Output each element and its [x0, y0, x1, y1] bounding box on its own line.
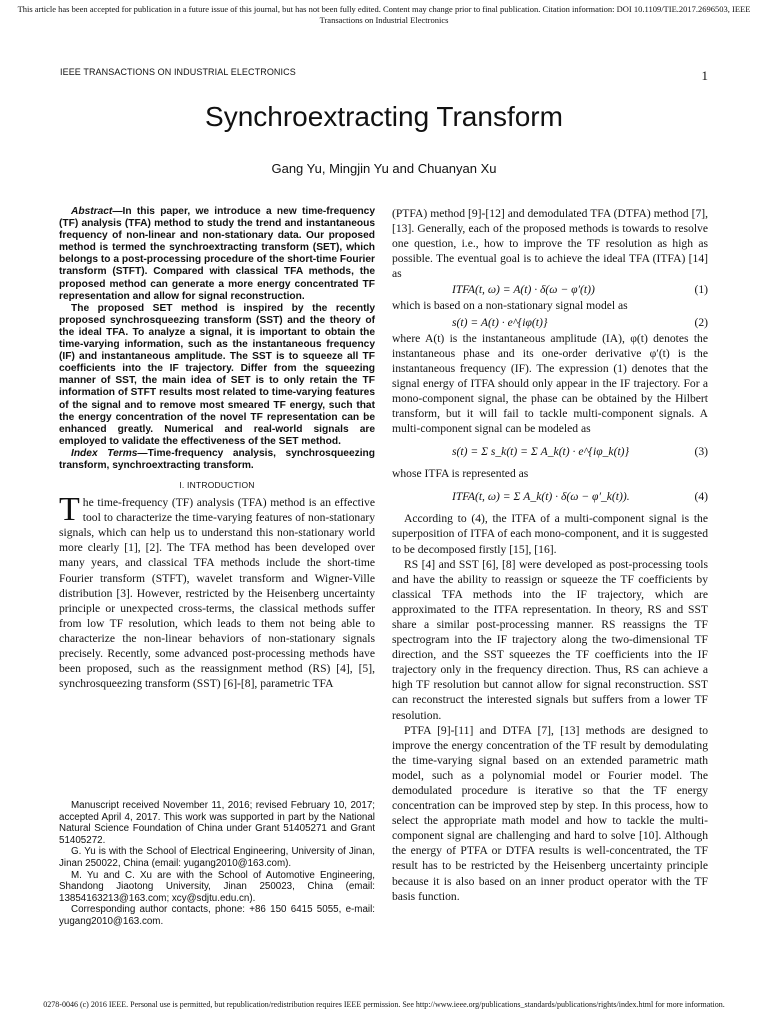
- right-column: [392, 206, 708, 904]
- page-number: 1: [701, 68, 708, 83]
- right-paragraph-6: RS [4] and SST [6], [8] were developed as post-processing tools and have the ability to reassign or squeeze the TF coefficients by classical TFA methods into the IF trajectory, which are approximated to the ITFA representation. In theory, RS and SST share a similar post-processing manner. RS reassigns the TF spectrogram into the IF trajectory along the two-dimensional TF direction, and the SST squeezes the TF coefficients into the IF trajectory only in the frequency direction. Thus, RS can achieve a high TF resolution but cannot allow for signal reconstruction. SST can reconstruct the interested signals but suffers from a lower TF resolution.: [392, 557, 708, 722]
- abstract-text-1: In this paper, we introduce a new time-frequency (TF) analysis (TFA) method to study the trend and instantaneous frequency of non-linear and non-stationary data. Our proposed method is termed the synchroextracting transform (SET), which belongs to a post-processing procedure of the short-time Fourier transform (STFT). Compared with classical TFA methods, the proposed method can generate a more energy concentrated TF representation and allow for signal reconstruction.: [59, 206, 375, 302]
- paper-authors: Gang Yu, Mingjin Yu and Chuanyan Xu: [271, 161, 497, 176]
- right-paragraph-4: whose ITFA is represented as: [392, 467, 529, 481]
- footnote-manuscript: Manuscript received November 11, 2016; revised February 10, 2017; accepted April 4, 2017. This work was supported in part by the National Natural Science Foundation of China under Grant 51405271 and Grant 51405272.: [59, 800, 375, 846]
- equation-2-number: (2): [694, 315, 708, 329]
- left-column: [59, 206, 375, 691]
- equation-3-number: (3): [694, 444, 708, 458]
- drop-cap: T: [59, 491, 80, 529]
- paper-title: Synchroextracting Transform: [205, 101, 563, 132]
- journal-header: IEEE TRANSACTIONS ON INDUSTRIAL ELECTRONICS: [60, 67, 296, 77]
- equation-1-body: ITFA(t, ω) = A(t) · δ(ω − φ′(t)): [452, 283, 595, 297]
- index-terms: Index Terms—Time-frequency analysis, synchrosqueezing transform, synchroextracting transform.: [59, 447, 375, 471]
- equation-3-body: s(t) = Σ s_k(t) = Σ A_k(t) · e^{iφ_k(t)}: [452, 444, 630, 458]
- footnote-author-1: G. Yu is with the School of Electrical Engineering, University of Jinan, Jinan 250022, China (email: yugang2010@163.com).: [59, 846, 375, 869]
- footnotes: [59, 800, 375, 928]
- right-paragraph-5: According to (4), the ITFA of a multi-component signal is the superposition of ITFA of each mono-component, and it is suggested to be decomposed firstly [15], [16].: [392, 512, 708, 556]
- publication-banner: This article has been accepted for publication in a future issue of this journal, but has not been fully edited. Content may change prior to final publication. Citation information: DOI 10.1109/TIE.2017.2696503, IEEE Transactions on Industrial Electronics: [17, 4, 751, 25]
- equation-1-number: (1): [694, 283, 708, 297]
- abstract-paragraph-2: The proposed SET method is inspired by the recently proposed synchrosqueezing transform (SST) and the theory of the ideal TFA. To analyze a signal, it is important to obtain the time-varying information, such as the instantaneous frequency (IF) and instantaneous amplitude. The SST is to squeeze all TF coefficients into the IF trajectory. Differ from the squeezing manner of SST, the main idea of SET is to only retain the TF information of STFT results most related to time-varying features of the signal and to remove most smeared TF energy, such that the energy concentration of the novel TF representation can be enhanced greatly. Numerical and real-world signals are employed to validate the effectiveness of the SET method.: [59, 302, 375, 447]
- abstract-label: Abstract: [71, 206, 113, 217]
- equation-4: [392, 481, 708, 511]
- right-paragraph-1: (PTFA) method [9]-[12] and demodulated TFA (DTFA) method [7], [13]. Generally, each of the proposed methods is towards to resolve one question, i.e., how to improve the TF resolution as high as possible. The eventual goal is to achieve the ideal TFA (ITFA) [14] as: [392, 207, 708, 281]
- equation-4-body: ITFA(t, ω) = Σ A_k(t) · δ(ω − φ′_k(t)).: [452, 489, 630, 503]
- intro-paragraph: [59, 491, 375, 691]
- footnote-authors-2-3: M. Yu and C. Xu are with the School of Automotive Engineering, Shandong Jiaotong University, Jinan 250023, China (email: 13854163213@163.com; xcy@sdjtu.edu.cn).: [59, 869, 375, 904]
- equation-1: [392, 281, 708, 298]
- index-terms-label: Index Terms: [71, 447, 138, 459]
- abstract-paragraph-1: Abstract—In this paper, we introduce a new time-frequency (TF) analysis (TFA) method to study the trend and instantaneous frequency of non-linear and non-stationary data. Our proposed method is termed the synchroextracting transform (SET), which belongs to a post-processing procedure of the short-time Fourier transform (STFT). Compared with classical TFA methods, the proposed method can generate a more energy concentrated TF representation and allow for signal reconstruction.: [59, 206, 375, 302]
- copyright-footer: 0278-0046 (c) 2016 IEEE. Personal use is permitted, but republication/redistribution requires IEEE permission. See http://www.ieee.org/publications_standards/publications/rights/index.html for more information.: [43, 1000, 725, 1009]
- index-terms-text: Time-frequency analysis, synchrosqueezing transform, synchroextracting transform.: [59, 447, 375, 471]
- right-paragraph-3: where A(t) is the instantaneous amplitude (IA), φ(t) denotes the instantaneous phase and its one-order derivative φ′(t) is the instantaneous frequency (IF). The expression (1) denotes that the signal energy of ITFA should only appear in the IF trajectory. For a mono-component signal, the phase can be obtained by the Hilbert transform, but it will fail to tackle multi-component signals. A multi-component signal can be modeled as: [392, 331, 708, 436]
- equation-4-number: (4): [694, 489, 708, 503]
- footnote-contact: Corresponding author contacts, phone: +86 150 6415 5055, e-mail: yugang2010@163.com.: [59, 904, 375, 927]
- right-paragraph-2: which is based on a non-stationary signal model as: [392, 299, 628, 313]
- equation-2: [392, 314, 708, 331]
- intro-text: he time-frequency (TF) analysis (TFA) method is an effective tool to characterize the time-varying features of non-stationary signals, which can help us to understand this non-stationary world more clearly [1], [2]. The TFA method has been developed over many years, and classical TFA methods include the short-time Fourier transform (STFT), wavelet transform and Wigner-Ville distribution [3]. However, restricted by the Heisenberg uncertainty principle or unexpected cross-terms, the classical methods suffer from low TF resolution, which leads to them not being able to characterize the non-linear behaviors of non-stationary signals precisely. Recently, some advanced post-processing methods have been proposed, such as the reassignment method (RS) [4], [5], synchrosqueezing transform (SST) [6]-[8], parametric TFA: [59, 496, 375, 691]
- right-paragraph-7: PTFA [9]-[11] and DTFA [7], [13] methods are designed to improve the energy concentration of the TF result by demodulating the time-varying signal based on an extended parametric math model, such as a polynomial model or Fourier model. The demodulated procedure is iterative so that the TF energy concentration can be improved step by step. In this process, how to select the appropriate math model and how to tackle the multi-component signal are challenging and hard to solve [10]. Although the energy of PTFA or DTFA results is well-concentrated, the TF result has to be restricted by the Heisenberg uncertainty principle because it is also based on an inner product operator with the TF basis function.: [392, 723, 708, 903]
- section-heading: I. INTRODUCTION: [179, 480, 255, 491]
- equation-2-body: s(t) = A(t) · e^{iφ(t)}: [452, 315, 548, 329]
- equation-3: [392, 436, 708, 466]
